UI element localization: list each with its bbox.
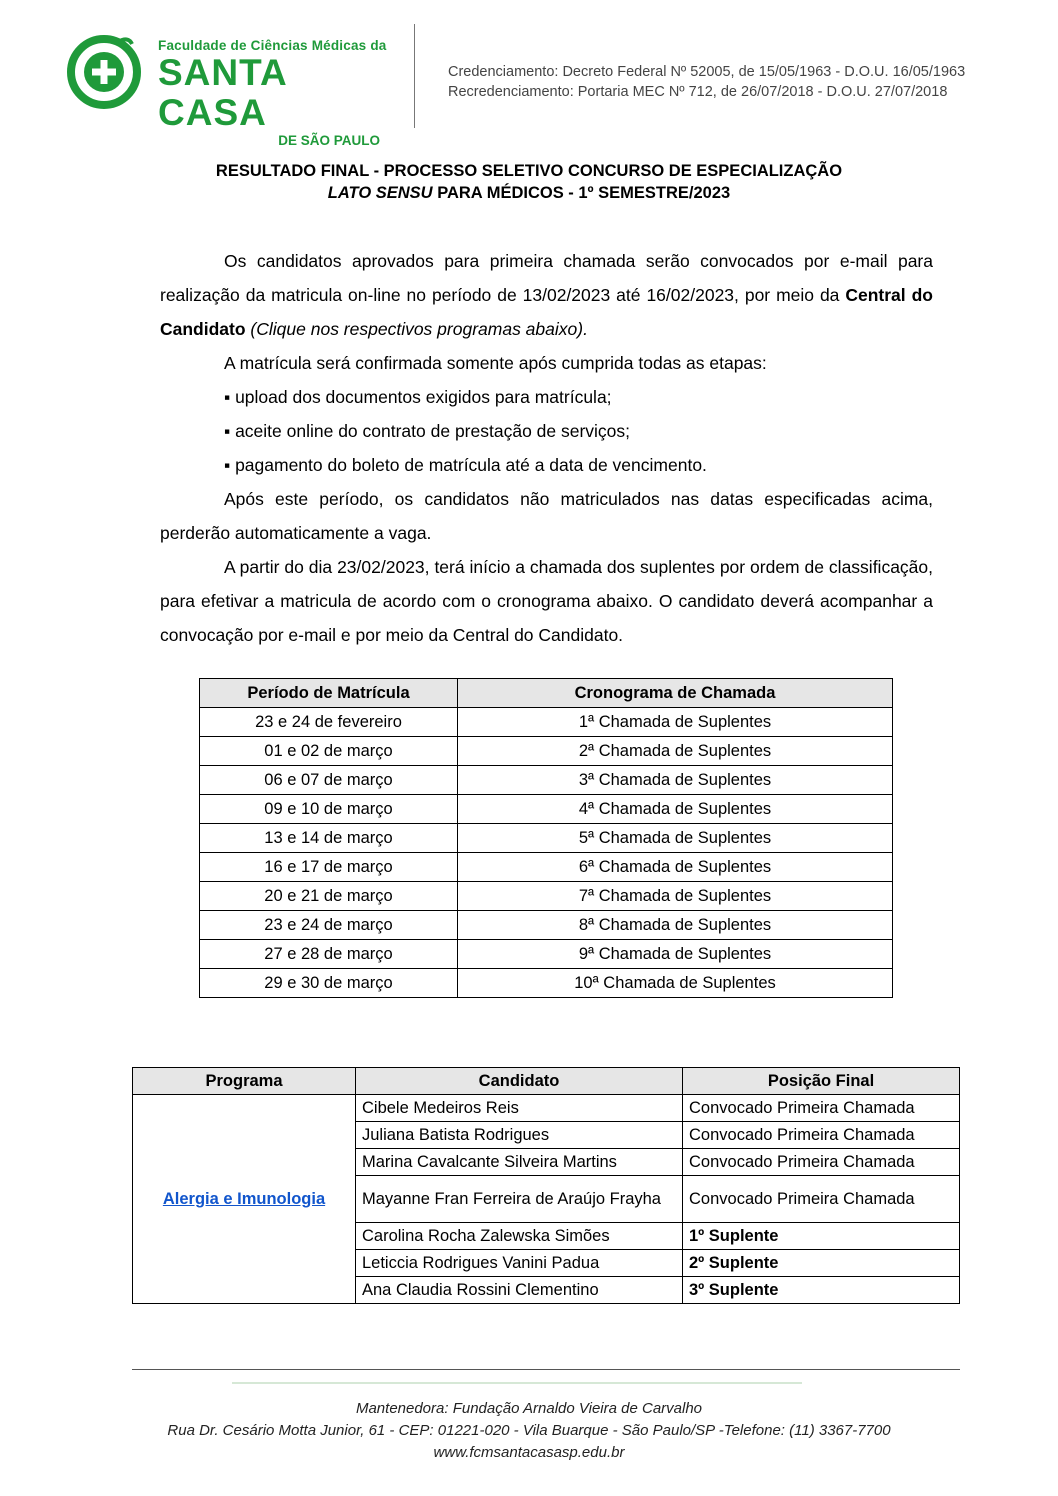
logo-line-1: Faculdade de Ciências Médicas da bbox=[158, 38, 387, 53]
title-rest: PARA MÉDICOS - 1º SEMESTRE/2023 bbox=[432, 184, 731, 202]
position-cell: Convocado Primeira Chamada bbox=[683, 1122, 960, 1149]
schedule-period-cell: 16 e 17 de março bbox=[200, 853, 458, 882]
accreditation-info bbox=[448, 62, 965, 102]
schedule-call-cell: 1ª Chamada de Suplentes bbox=[458, 708, 893, 737]
schedule-row bbox=[200, 969, 893, 998]
santa-casa-logo-icon bbox=[66, 34, 142, 110]
results-header-candidate: Candidato bbox=[356, 1068, 683, 1095]
footer-line-1: Mantenedora: Fundação Arnaldo Vieira de Carvalho bbox=[355, 1400, 703, 1417]
schedule-call-cell: 6ª Chamada de Suplentes bbox=[458, 853, 893, 882]
footer-website-link[interactable]: www.fcmsantacasasp.edu.br bbox=[433, 1444, 625, 1461]
body-text bbox=[160, 244, 933, 652]
logo-line-2: SANTA CASA bbox=[158, 52, 287, 133]
position-cell: Convocado Primeira Chamada bbox=[683, 1149, 960, 1176]
candidate-cell: Cibele Medeiros Reis bbox=[356, 1095, 683, 1122]
schedule-period-cell: 09 e 10 de março bbox=[200, 795, 458, 824]
schedule-call-cell: 10ª Chamada de Suplentes bbox=[458, 969, 893, 998]
candidate-cell: Leticcia Rodrigues Vanini Padua bbox=[356, 1250, 683, 1277]
position-cell: Convocado Primeira Chamada bbox=[683, 1095, 960, 1122]
paragraph-1-note: (Clique nos respectivos programas abaixo). bbox=[245, 319, 588, 339]
position-cell: 3º Suplente bbox=[683, 1277, 960, 1304]
schedule-period-cell: 06 e 07 de março bbox=[200, 766, 458, 795]
title-italic: LATO SENSU bbox=[327, 184, 433, 202]
schedule-row bbox=[200, 708, 893, 737]
results-body bbox=[133, 1095, 960, 1304]
schedule-row bbox=[200, 766, 893, 795]
schedule-call-cell: 7ª Chamada de Suplentes bbox=[458, 882, 893, 911]
paragraph-2: A matrícula será confirmada somente após cumprida todas as etapas: bbox=[224, 353, 767, 373]
schedule-row bbox=[200, 795, 893, 824]
results-table bbox=[132, 1067, 960, 1304]
bullet-2: ▪ aceite online do contrato de prestação de serviços; bbox=[224, 421, 631, 441]
schedule-period-cell: 23 e 24 de fevereiro bbox=[200, 708, 458, 737]
results-row bbox=[133, 1095, 960, 1122]
recredenciamento-text: Recredenciamento: Portaria MEC Nº 712, de 26/07/2018 - D.O.U. 27/07/2018 bbox=[448, 84, 948, 100]
schedule-period-cell: 29 e 30 de março bbox=[200, 969, 458, 998]
position-cell: 1º Suplente bbox=[683, 1223, 960, 1250]
credenciamento-text: Credenciamento: Decreto Federal Nº 52005, de 15/05/1963 - D.O.U. 16/05/1963 bbox=[448, 64, 966, 80]
schedule-row bbox=[200, 940, 893, 969]
schedule-period-cell: 13 e 14 de março bbox=[200, 824, 458, 853]
schedule-row bbox=[200, 853, 893, 882]
schedule-table bbox=[199, 678, 893, 998]
schedule-row bbox=[200, 824, 893, 853]
page-header bbox=[0, 0, 1058, 148]
results-header-position: Posição Final bbox=[683, 1068, 960, 1095]
document-title bbox=[0, 160, 1058, 204]
schedule-period-cell: 23 e 24 de março bbox=[200, 911, 458, 940]
candidate-cell: Carolina Rocha Zalewska Simões bbox=[356, 1223, 683, 1250]
schedule-period-cell: 01 e 02 de março bbox=[200, 737, 458, 766]
candidate-cell: Mayanne Fran Ferreira de Araújo Frayha bbox=[356, 1176, 683, 1223]
program-cell bbox=[133, 1095, 356, 1304]
schedule-call-cell: 9ª Chamada de Suplentes bbox=[458, 940, 893, 969]
footer-accent-line bbox=[232, 1382, 802, 1384]
program-link[interactable]: Alergia e Imunologia bbox=[162, 1189, 326, 1208]
schedule-call-cell: 5ª Chamada de Suplentes bbox=[458, 824, 893, 853]
schedule-row bbox=[200, 737, 893, 766]
schedule-header-call: Cronograma de Chamada bbox=[458, 679, 893, 708]
paragraph-3: Após este período, os candidatos não matriculados nas datas especificadas acima, perderão automaticamente a vaga. bbox=[160, 489, 933, 543]
schedule-period-cell: 20 e 21 de março bbox=[200, 882, 458, 911]
logo-wordmark bbox=[158, 38, 398, 148]
footer-line-2: Rua Dr. Cesário Motta Junior, 61 - CEP: 01221-020 - Vila Buarque - São Paulo/SP -Telefone: (11) 3367-7700 bbox=[167, 1422, 891, 1439]
schedule-body bbox=[200, 708, 893, 998]
paragraph-4: A partir do dia 23/02/2023, terá início a chamada dos suplentes por ordem de classificação, para efetivar a matricula de acordo com o cronograma abaixo. O candidato deverá acompanhar a convocação por e-mail e por meio da Central do Candidato. bbox=[160, 557, 933, 645]
title-line-2 bbox=[0, 182, 1058, 204]
bullet-1: ▪ upload dos documentos exigidos para matrícula; bbox=[224, 387, 612, 407]
schedule-row bbox=[200, 882, 893, 911]
position-cell: Convocado Primeira Chamada bbox=[683, 1176, 960, 1223]
title-line-1: RESULTADO FINAL - PROCESSO SELETIVO CONCURSO DE ESPECIALIZAÇÃO bbox=[215, 162, 843, 180]
logo-line-3: DE SÃO PAULO bbox=[278, 133, 380, 148]
paragraph-1 bbox=[160, 244, 933, 346]
candidate-cell: Marina Cavalcante Silveira Martins bbox=[356, 1149, 683, 1176]
schedule-period-cell: 27 e 28 de março bbox=[200, 940, 458, 969]
schedule-call-cell: 8ª Chamada de Suplentes bbox=[458, 911, 893, 940]
schedule-header-period: Período de Matrícula bbox=[200, 679, 458, 708]
position-cell: 2º Suplente bbox=[683, 1250, 960, 1277]
results-header-program: Programa bbox=[133, 1068, 356, 1095]
candidate-cell: Ana Claudia Rossini Clementino bbox=[356, 1277, 683, 1304]
schedule-call-cell: 4ª Chamada de Suplentes bbox=[458, 795, 893, 824]
results-header-row bbox=[133, 1068, 960, 1095]
schedule-header-row bbox=[200, 679, 893, 708]
schedule-call-cell: 2ª Chamada de Suplentes bbox=[458, 737, 893, 766]
bullet-3: ▪ pagamento do boleto de matrícula até a data de vencimento. bbox=[224, 455, 707, 475]
central-do-candidato-link[interactable]: Central do Candidato bbox=[160, 285, 933, 339]
candidate-cell: Juliana Batista Rodrigues bbox=[356, 1122, 683, 1149]
header-divider bbox=[414, 24, 415, 128]
page-footer bbox=[0, 1398, 1058, 1464]
schedule-call-cell: 3ª Chamada de Suplentes bbox=[458, 766, 893, 795]
paragraph-1-text: Os candidatos aprovados para primeira chamada serão convocados por e-mail para realização da matricula on-line no período de 13/02/2023 até 16/02/2023, por meio da bbox=[160, 251, 933, 305]
schedule-row bbox=[200, 911, 893, 940]
footer-divider bbox=[132, 1369, 960, 1370]
